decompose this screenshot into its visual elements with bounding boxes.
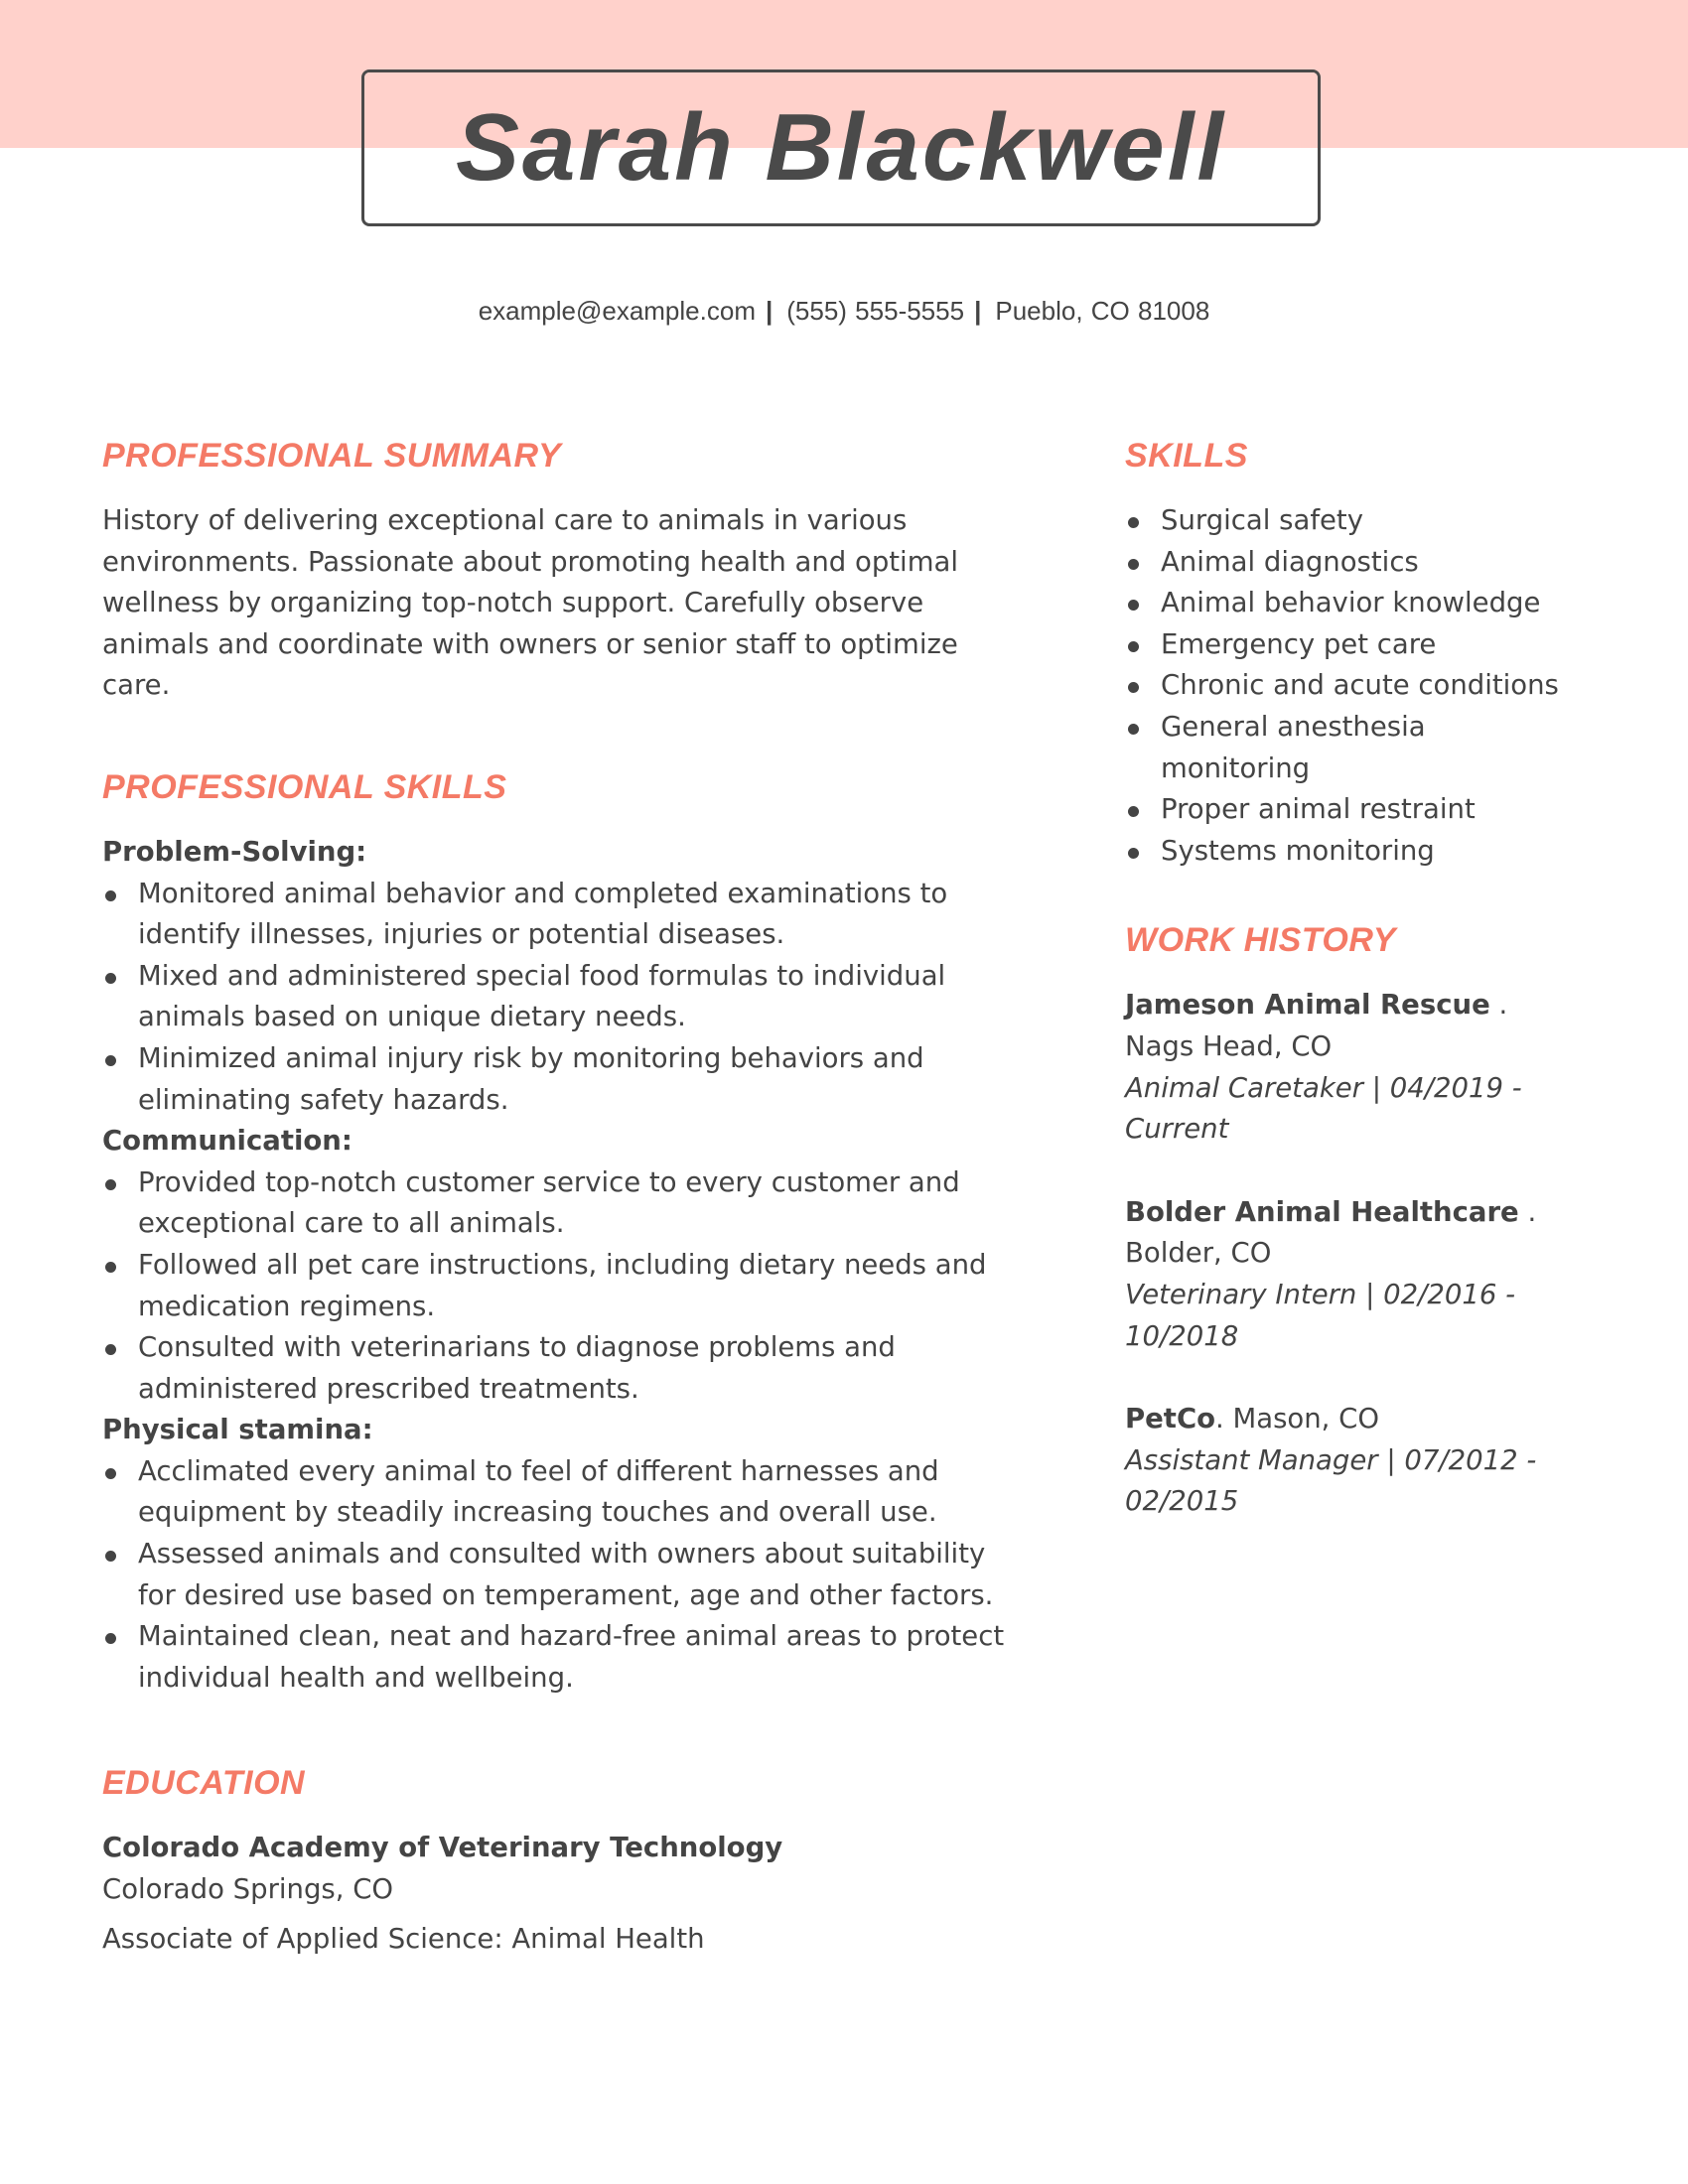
education-title: EDUCATION (102, 1764, 306, 1803)
list-item: Consulted with veterinarians to diagnose problems and administered prescribed treatments. (102, 1327, 1016, 1410)
contact-phone: (555) 555-5555 (786, 296, 965, 326)
education-degree: Associate of Applied Science: Animal Health (102, 1922, 705, 1955)
summary-title: PROFESSIONAL SUMMARY (102, 437, 562, 475)
skill-group-heading: Problem-Solving: (102, 835, 367, 868)
skill-group-list (102, 874, 1016, 1122)
list-item: Emergency pet care (1125, 624, 1631, 666)
list-item: Mixed and administered special food formulas to individual animals based on unique dietary needs. (102, 956, 1016, 1038)
job-company-suffix: . (1489, 989, 1508, 1022)
job-role-line: Veterinary Intern | 02/2016 - 10/2018 (1125, 1278, 1516, 1352)
list-item: General anesthesia monitoring (1125, 707, 1631, 789)
job-entry (1125, 985, 1631, 1150)
skills-list (1125, 500, 1631, 872)
job-entry (1125, 1399, 1631, 1523)
left-column (102, 433, 1016, 1960)
list-item: Followed all pet care instructions, including dietary needs and medication regimens. (102, 1245, 1016, 1327)
list-item: Acclimated every animal to feel of different harnesses and equipment by steadily increasing touches and overall use. (102, 1451, 1016, 1534)
job-role: Veterinary Intern (1125, 1278, 1357, 1310)
job-company: Bolder Animal Healthcare (1125, 1195, 1519, 1228)
contact-location: Pueblo, CO 81008 (995, 296, 1210, 326)
name-box (361, 69, 1321, 226)
education-school: Colorado Academy of Veterinary Technology (102, 1832, 783, 1864)
list-item: Animal behavior knowledge (1125, 583, 1631, 624)
job-company-suffix: . (1518, 1195, 1537, 1228)
job-role-line: Assistant Manager | 07/2012 - 02/2015 (1125, 1443, 1537, 1518)
list-item: Maintained clean, neat and hazard-free animal areas to protect individual health and wellbeing. (102, 1616, 1016, 1699)
skill-group-heading: Communication: (102, 1125, 352, 1158)
job-role: Assistant Manager (1125, 1443, 1378, 1476)
skills-title: SKILLS (1125, 437, 1248, 475)
professional-skills-title: PROFESSIONAL SKILLS (102, 767, 507, 806)
contact-line (0, 296, 1688, 327)
job-location: Nags Head, CO (1125, 1029, 1333, 1062)
skill-group (102, 1410, 1016, 1699)
contact-separator: | (974, 296, 982, 326)
skill-group-list (102, 1451, 1016, 1700)
candidate-name: Sarah Blackwell (455, 94, 1227, 201)
job-company: PetCo (1125, 1403, 1216, 1435)
list-item: Minimized animal injury risk by monitoring behaviors and eliminating safety hazards. (102, 1038, 1016, 1121)
list-item: Proper animal restraint (1125, 789, 1631, 831)
skill-group (102, 832, 1016, 1121)
job-company-line (1125, 1192, 1631, 1234)
job-company-suffix: . Mason, CO (1215, 1403, 1380, 1435)
right-column (1125, 433, 1631, 1565)
list-item: Assessed animals and consulted with owners about suitability for desired use based on temperament, age and other factors. (102, 1534, 1016, 1616)
job-company: Jameson Animal Rescue (1125, 989, 1490, 1022)
job-role: Animal Caretaker (1125, 1071, 1363, 1104)
job-dates: 04/2019 - Current (1125, 1071, 1522, 1146)
job-company-line (1125, 1399, 1631, 1440)
contact-separator: | (765, 296, 774, 326)
list-item: Chronic and acute conditions (1125, 665, 1631, 707)
list-item: Provided top-notch customer service to every customer and exceptional care to all animals. (102, 1162, 1016, 1245)
job-role-line: Animal Caretaker | 04/2019 - Current (1125, 1071, 1522, 1146)
contact-email: example@example.com (478, 296, 756, 326)
list-item: Monitored animal behavior and completed examinations to identify illnesses, injuries or potential diseases. (102, 874, 1016, 956)
job-dates: 07/2012 - 02/2015 (1125, 1443, 1537, 1518)
skill-group-heading: Physical stamina: (102, 1414, 373, 1446)
skill-group (102, 1121, 1016, 1410)
list-item: Surgical safety (1125, 500, 1631, 542)
job-location: Bolder, CO (1125, 1237, 1272, 1270)
education-location: Colorado Springs, CO (102, 1873, 394, 1906)
job-entry (1125, 1192, 1631, 1357)
list-item: Systems monitoring (1125, 831, 1631, 873)
job-company-line (1125, 985, 1631, 1026)
list-item: Animal diagnostics (1125, 542, 1631, 584)
work-history-title: WORK HISTORY (1125, 921, 1396, 960)
job-dates: 02/2016 - 10/2018 (1125, 1278, 1516, 1352)
summary-text: History of delivering exceptional care to animals in various environments. Passionate about promoting health and optimal wellness by organizing top-notch support. Carefully observe animals and coordinate with owners or senior staff to optimize care. (102, 504, 958, 702)
skill-group-list (102, 1162, 1016, 1411)
